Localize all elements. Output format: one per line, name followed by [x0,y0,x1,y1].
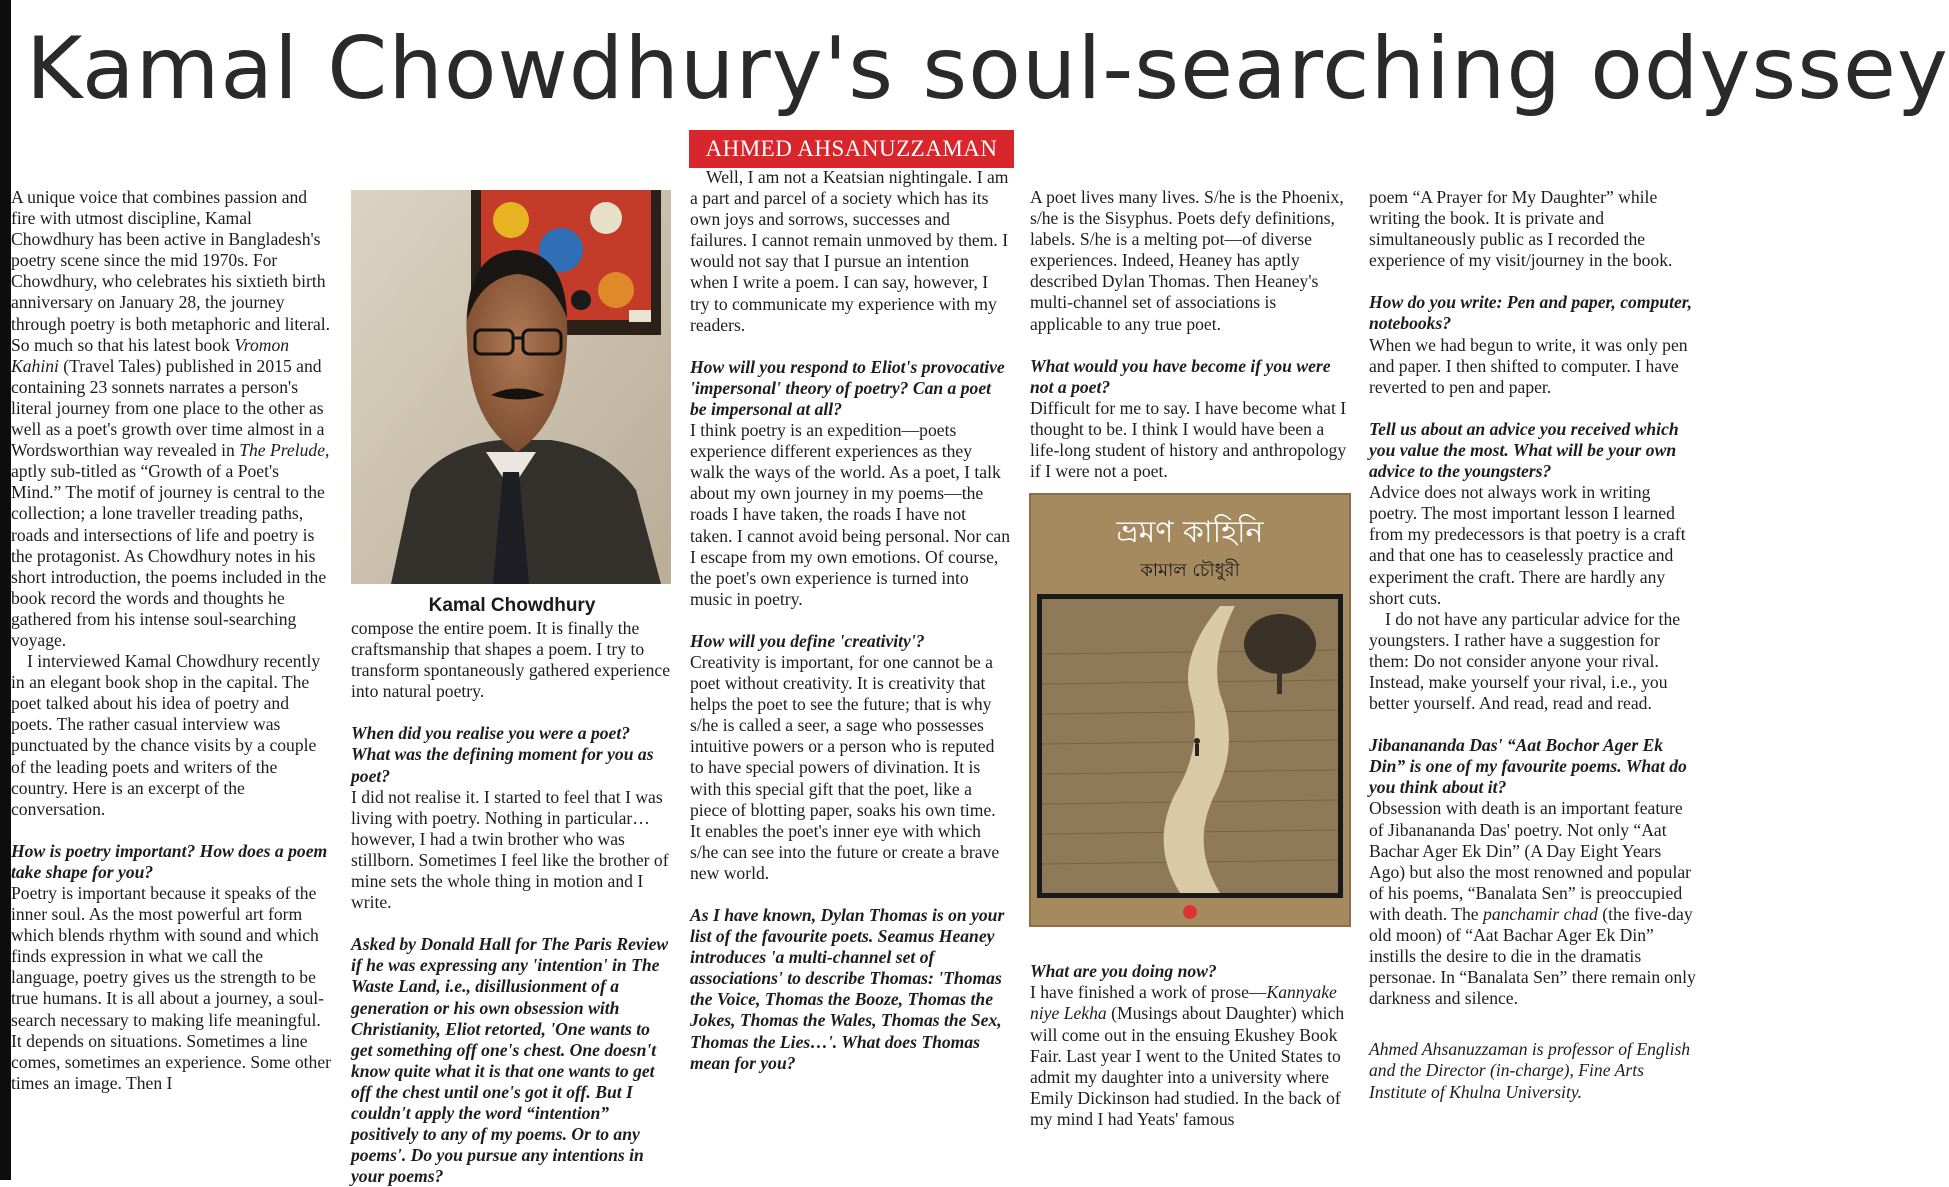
answer-7: Difficult for me to say. I have become what I thought to be. I think I would have been a life-long student of history and anthropology if I were not a poet. [1030,397,1347,482]
intro-paragraph-2: I interviewed Kamal Chowdhury recently in an elegant book shop in the capital. The poet talked about his idea of poetry and poets. The rather casual interview was punctuated by the chance visits by a couple of the leading poets and writers of the country. Here is an excerpt of the conversation. [11,651,321,819]
article-column-5 [1369,187,1699,1180]
answer-4: I think poetry is an expedition—poets experience different experiences as they walk the ways of the world. As a poet, I talk about my own journey in my poems—the roads I have taken, the roads I have not taken. I cannot avoid being personal. Nor can I escape from my own emotions. Of course, the poet's own experience is turned into music in poetry. [690,420,1010,609]
intro-paragraph: A unique voice that combines passion and fire with utmost discipline, Kamal Chowdhury has been active in Bangladesh's poetry scene since the mid 1970s. For Chowdhury, who celebrates his sixtieth birth anniversary on January 28, the journey through poetry is both metaphoric and literal. So much so that his latest book Vromon Kahini (Travel Tales) published in 2015 and containing 23 sonnets narrates a person's literal journey from one place to the other as well as a poet's growth over time almost in a Wordsworthian way revealed in The Prelude, aptly sub-titled as “Growth of a Poet's Mind.” The motif of journey is central to the collection; a lone traveller treading paths, roads and intersections of life and poetry is the protagonist. As Chowdhury notes in his short introduction, the poems included in the book record the words and thoughts he gathered from his intense soul-searching voyage. [11,187,331,650]
article-column-4 [1030,187,1350,1180]
question-3: Asked by Donald Hall for The Paris Review if he was expressing any 'intention' in The Waste Land, i.e., disillusionment of a generation or his own obsession with Christianity, Eliot retorted, 'One wants to get something off one's chest. One doesn't know quite what it is that one wants to get off the chest until one's got it off. But I couldn't apply the word “intention” positively to any of my poems. Or to any poems'. Do you pursue any intentions in your poems? [351,934,669,1187]
article-column-2 [351,187,673,1187]
question-5: How will you define 'creativity'? [690,630,925,651]
prelude-title-italic: The Prelude [239,440,326,461]
answer-10: Advice does not always work in writing poetry. The most important lesson I learned from my predecessors is that poetry is a craft and that one has to ceaselessly practice and experiment the craft. There are hardly any short cuts. [1369,482,1686,608]
book-title-italic: Vromon Kahini [11,334,290,376]
question-7: What would you have become if you were not a poet? [1030,355,1331,397]
article-column-1 [11,187,331,1180]
author-note: Ahmed Ahsanuzzaman is professor of English and the Director (in-charge), Fine Arts Institute of Khulna University. [1369,1039,1691,1102]
answer-6: A poet lives many lives. S/he is the Phoenix, s/he is the Sisyphus. Poets defy definitions, labels. S/he is a melting pot—of diverse experiences. Indeed, Heaney has aptly described Dylan Thomas. Then Heaney's multi-channel set of associations is applicable to any true poet. [1030,187,1344,334]
answer-9: When we had begun to write, it was only pen and paper. I then shifted to computer. I have reverted to pen and paper. [1369,334,1688,397]
portrait-photo-image [351,190,671,584]
answer-8: I have finished a work of prose—Kannyake niye Lekha (Musings about Daughter) which will come out in the ensuing Ekushey Book Fair. Last year I went to the United States to admit my daughter into a university where Emily Dickinson had studied. In the back of my mind I had Yeats' famous [1030,982,1345,1129]
question-2: When did you realise you were a poet? What was the defining moment for you as poet? [351,723,654,786]
question-9: How do you write: Pen and paper, computer, notebooks? [1369,292,1693,334]
question-4: How will you respond to Eliot's provocative 'impersonal' theory of poetry? Can a poet be impersonal at all? [690,356,1005,419]
question-11: Jibanananda Das' “Aat Bochor Ager Ek Din” is one of my favourite poems. What do you think about it? [1369,735,1687,798]
moon-phrase-italic: panchamir chad [1483,903,1598,924]
page-title: Kamal Chowdhury's soul-searching odyssey [26,19,1949,119]
answer-10-advice: I do not have any particular advice for the youngsters. I rather have a suggestion for them: Do not consider anyone your rival. Instead, make yourself your rival, i.e., you better yourself. And read, read and read. [1369,608,1681,714]
photo-caption: Kamal Chowdhury [428,595,596,616]
answer-1: Poetry is important because it speaks of the inner soul. As the most powerful art form which blends rhythm with sound and which finds expression in what we call the language, poetry gives us the strength to be true humans. It is all about a journey, a soul-search necessary to making life meaningful. It depends on situations. Sometimes a line comes, sometimes an experience. Some other times an image. Then I [11,883,332,1093]
book-cover-author: কামাল চৌধুরী [1140,560,1240,582]
page-edge-bar [0,0,11,1180]
answer-1-continued: compose the entire poem. It is finally the craftsmanship that shapes a poem. I try to transform spontaneously gathered experience into natural poetry. [351,618,671,702]
daughter-book-title-italic: Kannyake niye Lekha [1030,982,1337,1024]
book-cover-title: ভ্রমণ কাহিনি [1116,515,1264,551]
portrait-photo [351,190,671,584]
book-cover-image [1030,494,1350,926]
article-column-3 [690,167,1010,1180]
byline-badge: AHMED AHSANUZZAMAN [689,130,1014,168]
answer-3: Well, I am not a Keatsian nightingale. I am a part and parcel of a society which has its own joys and sorrows, successes and failures. I cannot remain unmoved by them. I would not say that I pursue an intention when I write a poem. I can say, however, I try to communicate my experience with my readers. [690,167,1009,335]
question-1: How is poetry important? How does a poem take shape for you? [11,840,328,882]
answer-5: Creativity is important, for one cannot be a poet without creativity. It is creativity that helps the poet to see the future; that is why s/he is called a seer, a sage who possesses intuitive powers or a person who is reputed to have special powers of divination. It is with this special gift that the poet, like a piece of blotting paper, soaks his own time. It enables the poet's inner eye with which s/he can see into the future or create a brave new world. [690,651,1000,883]
answer-2: I did not realise it. I started to feel that I was living with poetry. Nothing in particular…however, I had a twin brother who was stillborn. Sometimes I feel like the brother of mine sets the whole thing in motion and I write. [351,786,669,913]
book-cover [1030,494,1350,926]
answer-8-continued: poem “A Prayer for My Daughter” while writing the book. It is private and simultaneously public as I recorded the experience of my visit/journey in the book. [1369,187,1673,271]
answer-11: Obsession with death is an important feature of Jibanananda Das' poetry. Not only “Aat Bachar Ager Ek Din” (A Day Eight Years Ago) but also the most renowned and popular of his poems, “Banalata Sen” is preoccupied with death. The panchamir chad (the five-day old moon) of “Aat Bachar Ager Ek Din” instills the desire to die in the dramatis personae. In “Banalata Sen” there remain only darkness and silence. [1369,798,1696,1009]
question-8: What are you doing now? [1030,961,1217,982]
question-6: As I have known, Dylan Thomas is on your list of the favourite poets. Seamus Heaney introduces 'a multi-channel set of associations' to describe Thomas: 'Thomas the Voice, Thomas the Booze, Thomas the Jokes, Thomas the Wales, Thomas the Sex, Thomas the Lies…'. What does Thomas mean for you? [690,905,1005,1073]
question-10: Tell us about an advice you received which you value the most. What will be your own advice to the youngsters? [1369,418,1679,482]
